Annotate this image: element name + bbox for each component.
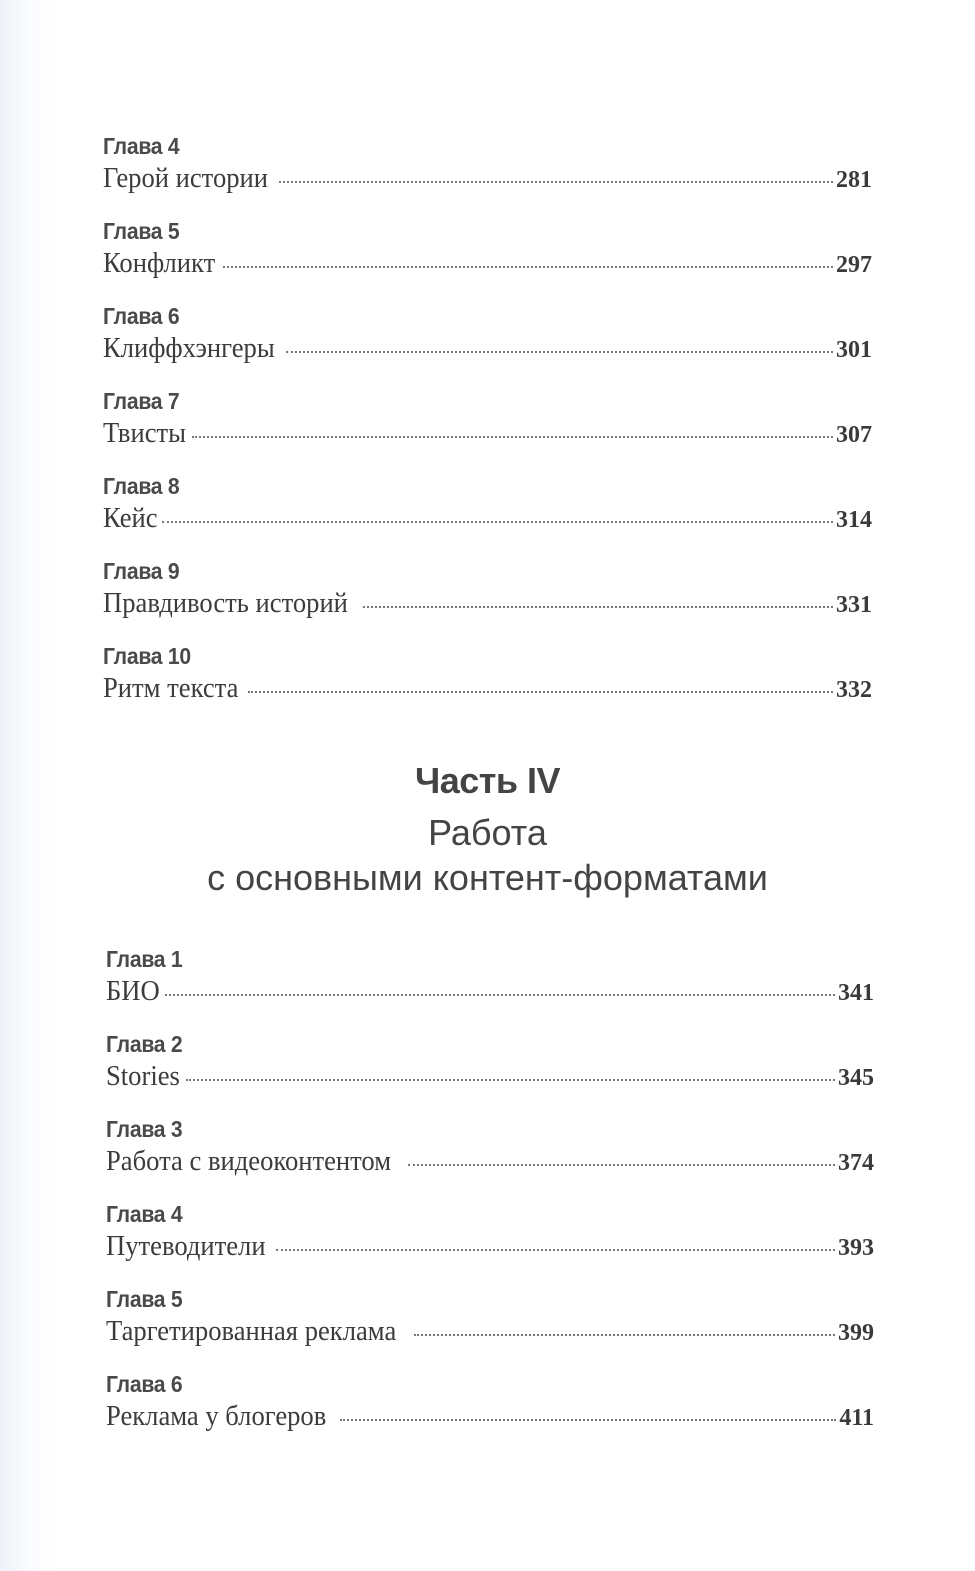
toc-entry[interactable] [106,946,874,1031]
page-number: 393 [838,1235,874,1261]
title-row [106,1061,874,1093]
dot-leader [408,1164,835,1166]
title-row [103,163,872,195]
dot-leader [414,1334,835,1336]
title-row [106,1401,874,1433]
chapter-label: Глава 8 [103,473,180,499]
toc-entry[interactable] [103,303,872,388]
title-row [106,1316,874,1348]
title-row [103,248,872,280]
page-number: 399 [838,1320,874,1346]
dot-leader [340,1419,836,1421]
chapter-label: Глава 7 [103,388,180,414]
title-row [103,673,872,705]
page-number: 281 [836,167,872,193]
part-title-line-1: Работа [428,812,547,853]
page-number: 314 [836,507,872,533]
chapter-title: Путеводители [106,1231,266,1262]
chapter-label: Глава 10 [103,643,191,669]
chapter-label: Глава 9 [103,558,180,584]
title-row [103,333,872,365]
dot-leader [186,1079,835,1081]
dot-leader [192,436,833,438]
dot-leader [248,691,833,693]
chapter-title: Ритм текста [103,673,239,704]
chapter-label: Глава 4 [103,133,180,159]
page-number: 331 [836,592,872,618]
part-number-heading: Часть IV [414,760,561,801]
chapter-title: Конфликт [103,248,216,279]
chapter-label: Глава 2 [106,1031,183,1057]
toc-bottom-section [106,946,874,1456]
dot-leader [162,521,833,523]
title-row [103,503,872,535]
chapter-label: Глава 5 [106,1286,183,1312]
page-number: 341 [838,980,874,1006]
chapter-title: Реклама у блогеров [106,1401,327,1432]
chapter-title: Правдивость историй [103,588,348,619]
toc-entry[interactable] [103,218,872,303]
chapter-title: Герой истории [103,163,269,194]
toc-entry[interactable] [103,643,872,728]
dot-leader [165,994,835,996]
chapter-title: БИО [106,976,160,1007]
chapter-label: Глава 6 [106,1371,183,1397]
title-row [103,418,872,450]
chapter-title: Таргетированная реклама [106,1316,397,1347]
chapter-label: Глава 3 [106,1116,183,1142]
toc-entry[interactable] [103,473,872,558]
chapter-label: Глава 4 [106,1201,183,1227]
page-number: 345 [838,1065,874,1091]
dot-leader [276,1249,835,1251]
dot-leader [223,266,833,268]
page-number: 374 [838,1150,874,1176]
page-number: 307 [836,422,872,448]
toc-entry[interactable] [106,1116,874,1201]
chapter-label: Глава 1 [106,946,183,972]
page-number: 301 [836,337,872,363]
page-number: 297 [836,252,872,278]
toc-entry[interactable] [103,558,872,643]
chapter-title: Кейс [103,503,158,534]
toc-entry[interactable] [106,1286,874,1371]
dot-leader [279,181,833,183]
title-row [106,1146,874,1178]
chapter-title: Клиффхэнгеры [103,333,275,364]
toc-entry[interactable] [106,1031,874,1116]
chapter-title: Работа с видеоконтентом [106,1146,392,1177]
title-row [106,976,874,1008]
toc-entry[interactable] [103,388,872,473]
title-row [106,1231,874,1263]
toc-top-section [103,133,872,728]
chapter-label: Глава 5 [103,218,180,244]
dot-leader [286,351,833,353]
chapter-label: Глава 6 [103,303,180,329]
page-number: 332 [836,677,872,703]
part-title-line-2: с основными контент-форматами [207,857,768,898]
chapter-title: Твисты [103,418,187,449]
chapter-title: Stories [106,1061,180,1092]
toc-entry[interactable] [103,133,872,218]
page-number: 411 [839,1405,874,1431]
dot-leader [363,606,833,608]
title-row [103,588,872,620]
toc-entry[interactable] [106,1201,874,1286]
toc-entry[interactable] [106,1371,874,1456]
